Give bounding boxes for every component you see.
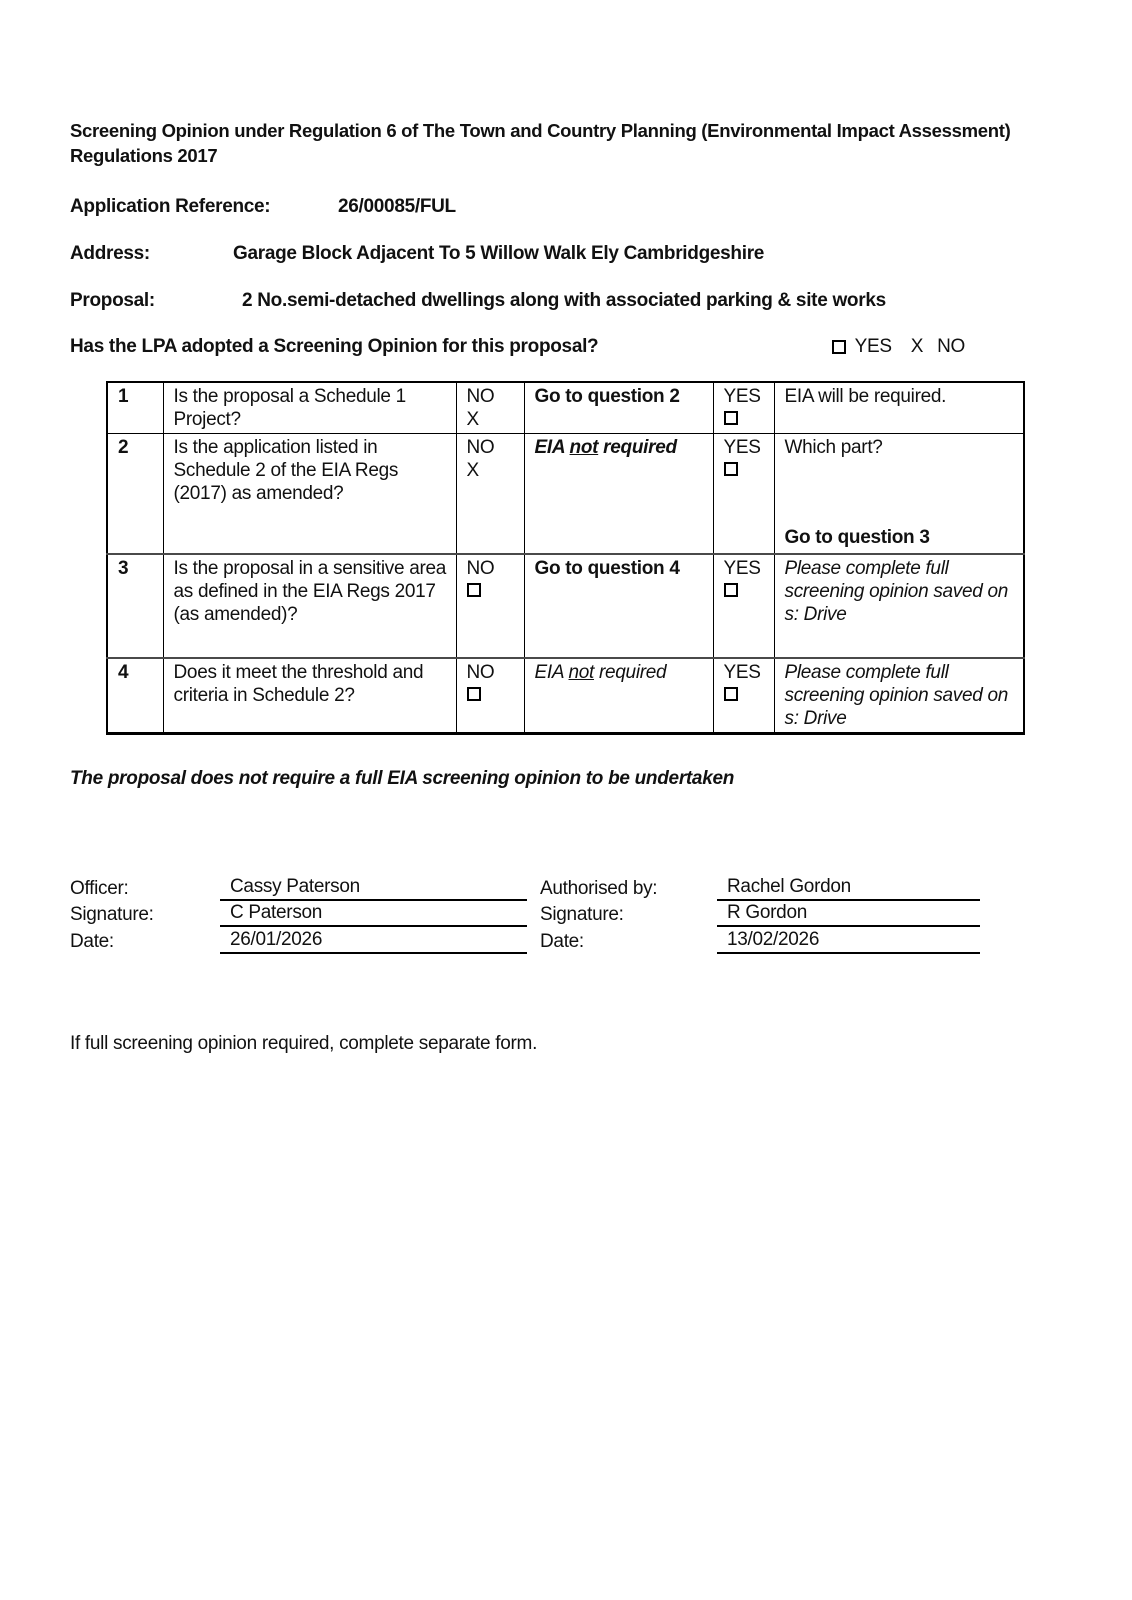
q3-outcome-cell — [774, 554, 1024, 658]
q1-outcome: EIA will be required. — [784, 386, 947, 407]
q3-yes-cell — [713, 554, 774, 658]
q4-outcome: Please complete full screening opinion saved on s: Drive — [784, 661, 1009, 729]
lpa-no-label: NO — [937, 336, 965, 357]
q2-number: 2 — [107, 434, 163, 554]
officer-date-field: 26/01/2026 — [220, 930, 527, 954]
conclusion-statement: The proposal does not require a full EIA screening opinion to be undertaken — [70, 767, 735, 789]
q1-yes-cell — [713, 382, 774, 434]
q2-action-cell — [524, 434, 713, 554]
document-title: Screening Opinion under Regulation 6 of The Town and Country Planning (Environmental Impact Assessment) Regulations 2017 — [70, 120, 1011, 166]
authorised-date-field: 13/02/2026 — [717, 930, 980, 954]
q4-no-checkbox-icon[interactable] — [467, 687, 481, 701]
q1-no-x-mark: X — [466, 409, 479, 430]
q2-outcome: Which part? — [784, 437, 883, 458]
q4-outcome-cell — [774, 658, 1024, 734]
q3-question: Is the proposal in a sensitive area as defined in the EIA Regs 2017 (as amended)? — [163, 554, 456, 658]
q4-action: EIA not required — [534, 661, 667, 683]
application-reference-value: 26/00085/FUL — [338, 196, 456, 217]
q3-no-checkbox-icon[interactable] — [467, 583, 481, 597]
officer-name-field: Cassy Paterson — [220, 877, 527, 901]
q1-action: Go to question 2 — [534, 386, 680, 407]
table-row-q4 — [107, 658, 1024, 734]
q4-yes-label: YES — [723, 661, 761, 683]
proposal-label: Proposal: — [70, 290, 155, 311]
q4-yes-cell — [713, 658, 774, 734]
q1-no-cell — [456, 382, 524, 434]
footer-note: If full screening opinion required, complete separate form. — [70, 1032, 538, 1054]
signoff-block — [70, 877, 1070, 954]
q2-action: EIA not required — [534, 437, 677, 458]
q3-yes-label: YES — [723, 557, 761, 579]
q4-action-cell — [524, 658, 713, 734]
lpa-adopted-question-row — [70, 335, 1070, 359]
officer-signature-label: Signature: — [70, 904, 154, 925]
q3-yes-checkbox-icon[interactable] — [724, 583, 738, 597]
q2-yes-checkbox-icon[interactable] — [724, 462, 738, 476]
proposal-value: 2 No.semi-detached dwellings along with associated parking & site works — [242, 290, 886, 311]
q1-number: 1 — [107, 382, 163, 434]
q2-question: Is the application listed in Schedule 2 of the EIA Regs (2017) as amended? — [163, 434, 456, 554]
address-label: Address: — [70, 243, 150, 264]
screening-decision-table — [106, 381, 1025, 735]
table-row-q3 — [107, 554, 1024, 658]
q3-number: 3 — [107, 554, 163, 658]
q4-no-cell — [456, 658, 524, 734]
lpa-no-x-mark: X — [910, 336, 924, 357]
lpa-yes-checkbox-icon[interactable] — [832, 340, 846, 354]
q3-action-cell — [524, 554, 713, 658]
q2-no-x-mark: X — [466, 460, 479, 481]
authorised-date-label: Date: — [540, 930, 584, 952]
officer-signature-field: C Paterson — [220, 903, 527, 927]
proposal-row — [70, 289, 1070, 313]
lpa-adopted-question: Has the LPA adopted a Screening Opinion for this proposal? — [70, 336, 599, 357]
q1-question: Is the proposal a Schedule 1 Project? — [163, 382, 456, 434]
application-reference-label: Application Reference: — [70, 196, 271, 217]
q2-outcome-note: Go to question 3 — [784, 526, 930, 548]
signoff-signature-row — [70, 903, 1070, 927]
authorised-by-label: Authorised by: — [540, 877, 658, 899]
q3-outcome: Please complete full screening opinion saved on s: Drive — [784, 557, 1009, 625]
officer-date-label: Date: — [70, 930, 114, 952]
address-row — [70, 242, 1070, 266]
q4-number: 4 — [107, 658, 163, 734]
q1-action-cell — [524, 382, 713, 434]
q3-no-cell — [456, 554, 524, 658]
address-value: Garage Block Adjacent To 5 Willow Walk Ely Cambridgeshire — [233, 243, 765, 264]
q2-no-label: NO — [466, 437, 495, 458]
q1-yes-checkbox-icon[interactable] — [724, 411, 738, 425]
q1-yes-label: YES — [723, 386, 761, 407]
q4-no-label: NO — [466, 661, 495, 683]
q4-question: Does it meet the threshold and criteria in Schedule 2? — [163, 658, 456, 734]
q4-yes-checkbox-icon[interactable] — [724, 687, 738, 701]
lpa-yes-label: YES — [854, 336, 892, 357]
authorised-signature-label: Signature: — [540, 904, 624, 925]
q2-yes-label: YES — [723, 437, 761, 458]
table-row-q1 — [107, 382, 1024, 434]
q2-yes-cell — [713, 434, 774, 554]
q1-no-label: NO — [466, 386, 495, 407]
q3-no-label: NO — [466, 557, 495, 579]
officer-label: Officer: — [70, 877, 129, 899]
table-row-q2 — [107, 434, 1024, 554]
q1-outcome-cell — [774, 382, 1024, 434]
application-reference-row — [70, 195, 1070, 219]
signoff-date-row — [70, 930, 1070, 954]
q2-outcome-cell — [774, 434, 1024, 554]
authorised-signature-field: R Gordon — [717, 903, 980, 927]
signoff-officer-row — [70, 877, 1070, 901]
authorised-name-field: Rachel Gordon — [717, 877, 980, 901]
lpa-yes-no-choice — [832, 335, 965, 359]
q2-no-cell — [456, 434, 524, 554]
q3-action: Go to question 4 — [534, 557, 680, 579]
